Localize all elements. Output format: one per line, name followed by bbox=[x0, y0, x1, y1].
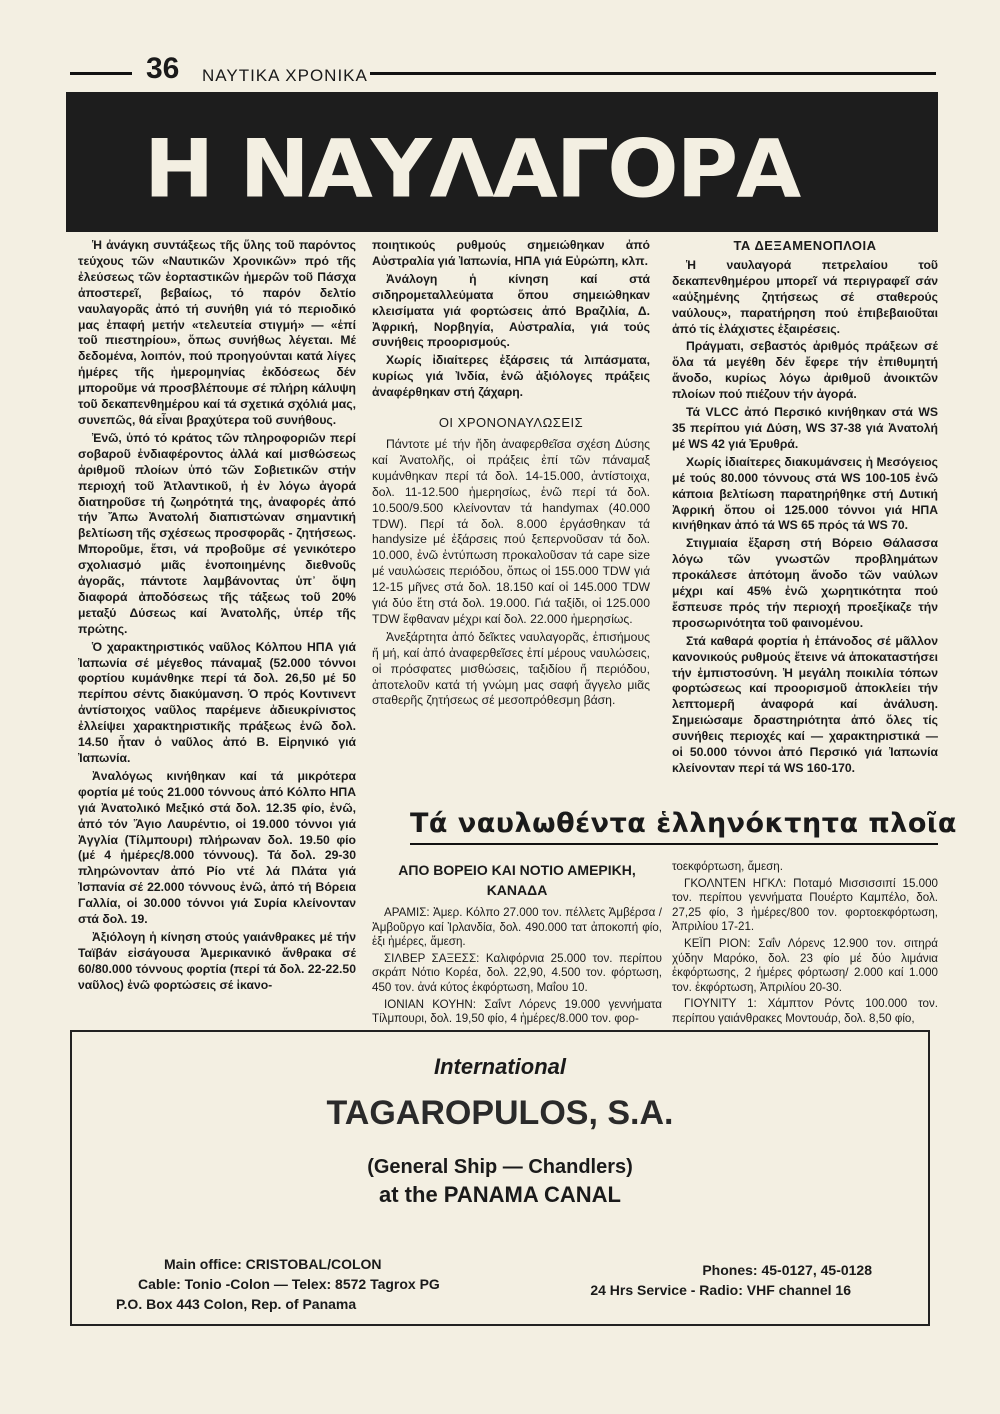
header-rule-right bbox=[370, 72, 936, 75]
paragraph: Ἀνεξάρτητα ἀπό δεῖκτες ναυλαγορᾶς, ἐπισήμους ἤ μή, καί ἀπό ἀναφερθεῖσες ἐπί μέρους ναυλώσεις, οἱ πρόσφατες μισθώσεις, ταξιδίου ἤ περιόδου, ἀποτελοῦν κατά τή γνώμη μας σαφή ἄγγελο μιᾶς σταθερῆς ζητήσεως σέ μεσοπρόθεσμη βάση. bbox=[372, 629, 650, 708]
list-item: ΣΙΛΒΕΡ ΣΑΞΕΣΣ: Καλιφόρνια 25.000 τον. περίπου σκράπ Νότιο Κορέα, δολ. 22,90, 4.500 τον. φόρτωση, 450 τον. ἀνά κύτος ἐκφόρτωση, Μαΐου 10. bbox=[372, 951, 662, 994]
region-heading: ΑΠΟ ΒΟΡΕΙΟ ΚΑΙ ΝΟΤΙΟ ΑΜΕΡΙΚΗ, ΚΑΝΑΔΑ bbox=[398, 862, 636, 898]
paragraph: Στιγμιαία ἔξαρση στή Βόρειο Θάλασσα λόγω τῶν γνωστῶν προβλημάτων προκάλεσε ἀπότομη ἄνοδο τῶν ναύλων μέχρι καί 45% ἐνῶ χωρητικότητα πού ἔσπευσε πρός τήν περιοχή προεξίκαζε τήν προσωρινότητα τοῦ φαινομένου. bbox=[672, 536, 938, 630]
paragraph: Χωρίς ἰδιαίτερες διακυμάνσεις ἡ Μεσόγειος μέ τούς 80.000 τόννους στά WS 100-105 ἐνῶ κάποια βελτίωση παρατηρήθηκε στή Δυτική Ἀφρική ὅπου οἱ 125.000 τόννοι γιά ΗΠΑ κινήθηκαν ἀπό τά WS 65 πρός τά WS 70. bbox=[672, 454, 938, 533]
paragraph: Ἡ ναυλαγορά πετρελαίου τοῦ δεκαπενθημέρου μπορεῖ νά περιγραφεῖ σάν «αὐξημένης ζητήσεως σέ σταθερούς ναύλους», παρατήρηση πού ἐπιβεβαιοῦται ἀπό τίς ἐλάχιστες ἐξαιρέσεις. bbox=[672, 257, 938, 336]
ad-office: Main office: CRISTOBAL/COLON bbox=[164, 1256, 382, 1272]
paragraph: Χωρίς ἰδιαίτερες ἐξάρσεις τά λιπάσματα, κυρίως γιά Ἰνδία, ἐνῶ ἀξιόλογες πράξεις ἀναφέρθηκαν στή ζάχαρη. bbox=[372, 353, 650, 400]
list-item: ΓΚΟΛΝΤΕΝ ΗΓΚΛ: Ποταμό Μισσισσιπί 15.000 τον. περίπου γεννήματα Πουέρτο Καμπέλο, δολ. 27,25 φίο, 3 ἡμέρες/800 τον. φορτοεκφόρτωση, Ἀπριλίου 17-21. bbox=[672, 876, 938, 934]
list-item: ΑΡΑΜΙΣ: Ἀμερ. Κόλπο 27.000 τον. πέλλετς Ἀμβέρσα / Ἀμβοῦργο καί Ἰρλανδία, δολ. 490.000 τατ ἀποκοπή φίο, ἑξι ἡμέρες, ἄμεση. bbox=[372, 906, 662, 949]
ad-location: at the PANAMA CANAL bbox=[379, 1182, 621, 1207]
ad-pobox: P.O. Box 443 Colon, Rep. of Panama bbox=[116, 1296, 357, 1312]
paragraph: Ἡ ἀνάγκη συντάξεως τῆς ὕλης τοῦ παρόντος τεύχους τῶν «Ναυτικῶν Χρονικῶν» πρό τῆς ἐλεύσεως τῶν ἑορταστικῶν ἡμερῶν τοῦ Πάσχα ἀποστερεῖ, βεβαίως, τό παρόν δελτίο ναυλαγορᾶς ἀπό τή συνήθη γιά τό περιοδικό μας ἐπαφή μετήν «τελευτεία στιγμή» — «ἐπί τοῦ πιεστηρίου», ὅπως συνήθως λέγεται. Μέ δεδομένα, λοιπόν, πού προηγούνται κατά λίγες ἡμέρες τῆς ἡμερομηνίας ἐκδόσεως δέν μποροῦμε νά προσβλέπουμε σέ πλήρη κάλυψη τοῦ δεκαπενθημέρου καί τά σχετικά σχόλιά μας, συνεπῶς, θά εἶναι βραχύτερα τοῦ συνήθους. bbox=[78, 238, 356, 427]
paragraph: Ἀξιόλογη ἡ κίνηση στούς γαιάνθρακες μέ τήν Ταϊβάν εἰσάγουσα Ἀμερικανικό ἄνθρακα σέ 60/80.000 τόννους φορτία (περί τά δολ. 22-22.50 ναῦλος) ἐνῶ φορτώσεις σέ ἱκανο- bbox=[78, 929, 356, 992]
paragraph: Ὁ χαρακτηριστικός ναῦλος Κόλπου ΗΠΑ γιά Ἰαπωνία σέ μέγεθος πάναμαξ (52.000 τόννοι φορτίου κυμάνθηκε περί τά δολ. 26,50 μέ 50 περίπου σέντς διακύμανση. Ὁ πρός Κοντινεντ ἀντίστοιχος ναῦλος παρέμενε ἀδιευκρίνιστος ἐλλείψει χαρακτηριστικῆς πράξεως ἐνῶ δολ. 14.50 ἦταν ὁ ναῦλος ἀπό Β. Εἰρηνικό γιά Ἰαπωνία. bbox=[78, 639, 356, 765]
paragraph: Τά VLCC ἀπό Περσικό κινήθηκαν στά WS 35 περίπου γιά Δύση, WS 37-38 γιά Ἀνατολή μέ WS 42 γιά Ἐρυθρά. bbox=[672, 405, 938, 451]
banner-title: Η ΝΑΥΛΑΓΟΡΑ bbox=[144, 122, 800, 216]
list-item: ΚΕΪΠ ΡΙΟΝ: Σαΐν Λόρενς 12.900 τον. σιτηρά χύδην Μαρόκο, δολ. 23 φίο μέ δύο λιμάνια ἐκφόρτωσης, 2 ἡμέρες φόρτωση/ 2.000 καί 1.000 τον. ἐκφόρτωση, Ἀπριλίου 20-30. bbox=[672, 936, 938, 994]
list-item: ΓΙΟΥΝΙΤΥ 1: Χάμπτον Ρόντς 100.000 τον. περίπου γαιάνθρακες Μοντουάρ, δολ. 8,50 φίο, bbox=[672, 997, 938, 1025]
ad-phones: Phones: 45-0127, 45-0128 bbox=[702, 1262, 872, 1278]
ad-address-block bbox=[116, 1254, 440, 1314]
ad-business-type: (General Ship — Chandlers) bbox=[367, 1156, 633, 1178]
paragraph: Ἐνῶ, ὑπό τό κράτος τῶν πληροφοριῶν περί σοβαροῦ ἐνδιαφέροντος ἀλλά καί μισθώσεως ἀριθμοῦ πλοίων ὑπό τῶν Σοβιετικῶν στήν περιοχή τοῦ Ἀτλαντικοῦ, ἡ ἐν λόγω ἀγορά διατηροῦσε τή ζωηρότητά της, ἀναφορές ἀπό τήν Ἄπω Ἀνατολή διαπιστώναν σημαντική βελτίωση τῆς σχέσεως προσφορᾶς - ζητήσεως. Μποροῦμε, ἔτσι, νά προβοῦμε σέ γενικότερο σχολιασμό μιᾶς ἑνοποιημένης διεθνοῦς ἀγορᾶς, πάντοτε λαμβάνοντας ὑπ᾽ ὄψη διαφορά ἀποδόσεως τῆς τάξεως τοῦ 20% μεταξύ Δύσεως καί Ἀνατολῆς, ὑπέρ τῆς πρώτης. bbox=[78, 430, 356, 636]
chartered-title-underline bbox=[410, 843, 938, 845]
article-column-3 bbox=[672, 238, 938, 779]
paragraph: Πράγματι, σεβαστός ἀριθμός πράξεων σέ ὅλα τά μεγέθη δέν ἔφερε τήν ἐπιθυμητή ἄνοδο, κυρίως λόγω ἀριθμοῦ ἀνοικτῶν πλοίων πού πιέζουν τήν ἀγορά. bbox=[672, 339, 938, 402]
section-banner bbox=[66, 92, 938, 232]
paragraph: Στά καθαρά φορτία ἡ ἐπάνοδος σέ μᾶλλον κανονικούς ρυθμούς ἔτεινε νά ἀποκαταστήσει τήν ἐμπιστοσύνη. Ἡ μεγάλη ποικιλία τόπων φορτώσεως καί προορισμοῦ ἀποκλείει τήν λεπτομερῆ ἀναφορά καί ἀνάλυση. Σημειώσαμε δραστηριότητα ἀπό ὅλες τίς συνήθεις περιοχές καί — χαρακτηριστικά — οἱ 50.000 τόννοι ἀπό Περσικό γιά Ἰαπωνία κλείνονταν περί τά WS 160-170. bbox=[672, 633, 938, 775]
page-number: 36 bbox=[146, 52, 180, 85]
section-heading-timecharters: ΟΙ ΧΡΟΝΟΝΑΥΛΩΣΕΙΣ bbox=[438, 415, 584, 431]
chartered-list-left bbox=[372, 906, 662, 1029]
chartered-ships-title: Τά ναυλωθέντα ἑλληνόκτητα πλοῖα bbox=[410, 808, 957, 839]
ad-service: 24 Hrs Service - Radio: VHF channel 16 bbox=[590, 1282, 851, 1298]
header-rule-left bbox=[70, 72, 132, 75]
chartered-list-right bbox=[672, 860, 938, 1029]
ad-company-name: TAGAROPULOS, S.A. bbox=[326, 1094, 674, 1132]
list-item: ΙΟΝΙΑΝ ΚΟΥΗΝ: Σαΐντ Λόρενς 19.000 γεννήματα Τίλμπουρι, δολ. 19,50 φίο, 4 ἡμέρες/8.000 τον. φορ- bbox=[372, 997, 662, 1026]
list-item: τοεκφόρτωση, ἄμεση. bbox=[672, 860, 783, 873]
article-column-1 bbox=[78, 238, 356, 996]
article-column-2 bbox=[372, 238, 650, 711]
ad-contact-block bbox=[590, 1260, 872, 1300]
section-heading-tankers: ΤΑ ΔΕΞΑΜΕΝΟΠΛΟΙΑ bbox=[733, 238, 877, 253]
paragraph: Ἀνάλογη ἡ κίνηση καί στά σιδηρομεταλλεύματα ὅπου σημειώθηκαν κλεισίματα γιά φορτώσεις ἀπό Βραζιλία, Δ. Ἀφρική, Νορβηγία, Αὐστραλία, γιά τούς συνήθεις προορισμούς. bbox=[372, 271, 650, 350]
paragraph: Πάντοτε μέ τήν ἤδη ἀναφερθεῖσα σχέση Δύσης καί Ἀνατολῆς, οἱ πράξεις ἐπί τῶν πάναμαξ κυμάνθηκαν περί τά δολ. 14-15.000, ἀντίστοιχα, δολ. 11-12.500 ἡμερησίως, ἐνῶ περί τά δολ. 10.500/9.500 κλείνονταν τά handymax (40.000 TDW). Περί τά δολ. 8.000 ἐργάσθηκαν τά handysize μέ ἐξάρσεις πού ξεπερνοῦσαν τά δολ. 10.000, ἐνῶ ἐντύπωση προκαλοῦσαν τά cape size μέ ναυλώσεις περιόδου, ὅπως οἱ 155.000 TDW γιά 12-15 μῆνες στά δολ. 18.150 καί οἱ 145.000 TDW γιά δύο ἔτη στά δολ. 19.000. Γιά ταξίδι, οἱ 125.000 TDW ἔφθαναν μέχρι καί δολ. 22.000 ἡμερησίως. bbox=[372, 436, 650, 626]
ad-international: International bbox=[433, 1054, 566, 1079]
advertisement-box bbox=[70, 1030, 930, 1326]
paragraph: ποιητικούς ρυθμούς σημειώθηκαν ἀπό Αὐστραλία γιά Ἰαπωνία, ΗΠΑ γιά Εὐρώπη, κλπ. bbox=[372, 238, 650, 268]
ad-cable: Cable: Tonio -Colon — Telex: 8572 Tagrox PG bbox=[138, 1276, 440, 1292]
publication-title: ΝΑΥΤΙΚΑ ΧΡΟΝΙΚΑ bbox=[202, 66, 368, 85]
paragraph: Ἀναλόγως κινήθηκαν καί τά μικρότερα φορτία μέ τούς 21.000 τόννους ἀπό Κόλπο ΗΠΑ γιά Ἀνατολικό Μεξικό στά δολ. 12.35 φίο, ἐνῶ, ἀπό τόν Ἅγιο Λαυρέντιο, οἱ 19.000 τόννοι γιά Ἀγγλία (Τίλμπουρι) πλήρωναν δολ. 19.50 φίο (μέ 4 ἡμέρες/8.000 τόννους). Τά δολ. 29-30 πληρώνονταν ἀπό Ρίο ντέ λά Πλάτα γιά Ἰσπανία σέ 22.000 τόννους ἐνῶ, ἀπό τή Βόρεια Γαλλία, οἱ 30.000 τόννοι γιά Συρία κλείνονταν στά δολ. 19. bbox=[78, 768, 356, 927]
